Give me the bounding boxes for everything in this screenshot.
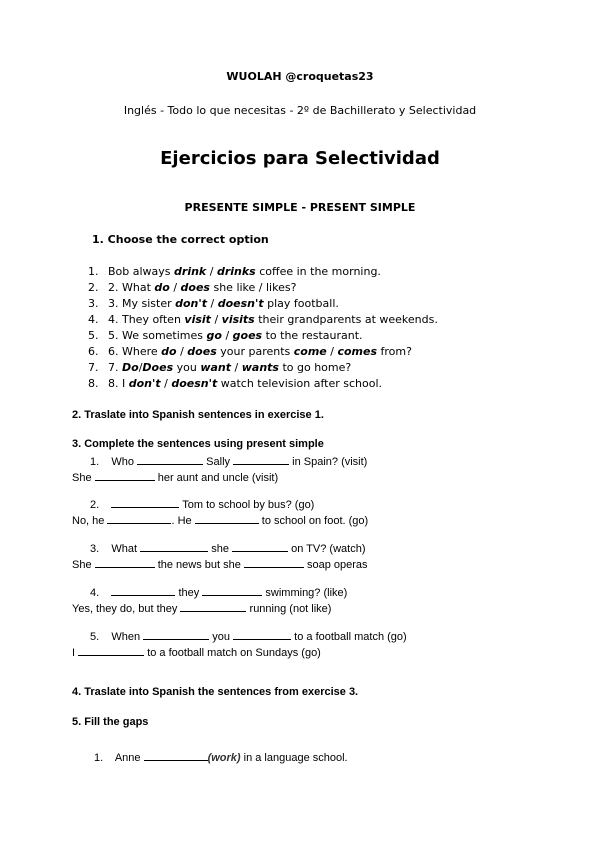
sentence-text: to the restaurant.	[262, 329, 363, 342]
section-subtitle: PRESENTE SIMPLE - PRESENT SIMPLE	[184, 201, 416, 214]
sentence-text: I	[72, 647, 76, 659]
ex3-sentence3a	[90, 541, 366, 555]
ex5-item1	[94, 750, 348, 764]
sentence-text: 5. We sometimes	[108, 329, 207, 342]
item-number: 1.	[94, 752, 104, 764]
sentence-text: /	[206, 265, 217, 278]
ex3-sentence2b	[72, 513, 368, 527]
sentence-text: to go home?	[278, 361, 352, 374]
option-choice[interactable]: visits	[221, 313, 255, 326]
option-choice[interactable]: go	[206, 329, 222, 342]
item-number: 4.	[90, 587, 100, 599]
option-choice[interactable]: wants	[241, 361, 279, 374]
blank-gap[interactable]	[244, 557, 304, 568]
exercise3-heading: 3. Complete the sentences using present simple	[72, 438, 324, 450]
ex3-sentence3b	[72, 557, 368, 571]
sentence-text: you	[212, 631, 231, 643]
sentence-text: /	[207, 297, 218, 310]
blank-gap[interactable]	[78, 645, 144, 656]
ex3-sentence1b	[72, 470, 278, 484]
sentence-text: to a football match on Sundays (go)	[147, 647, 321, 659]
item-number: 4.	[88, 313, 99, 326]
sentence-text: She	[72, 559, 92, 571]
blank-gap[interactable]	[202, 585, 262, 596]
exercise5-heading: 5. Fill the gaps	[72, 716, 149, 728]
sentence-text: She	[72, 472, 92, 484]
sentence-text: What	[111, 543, 138, 555]
sentence-text: 8. I	[108, 377, 129, 390]
item-number: 3.	[88, 297, 99, 310]
exercise1-item	[88, 328, 438, 344]
sentence-text: swimming? (like)	[265, 587, 348, 599]
item-number: 8.	[88, 377, 99, 390]
sentence-text: /	[176, 345, 188, 358]
item-number: 2.	[88, 281, 99, 294]
verb-hint: (work)	[207, 752, 241, 764]
sentence-text: /	[210, 313, 222, 326]
option-choice[interactable]: visit	[184, 313, 211, 326]
sentence-text: /	[169, 281, 181, 294]
sentence-text: you	[173, 361, 201, 374]
ex3-sentence1a	[90, 454, 367, 468]
blank-gap[interactable]	[95, 557, 155, 568]
item-number: 7.	[88, 361, 99, 374]
sentence-text: her aunt and uncle (visit)	[157, 472, 279, 484]
sentence-text: running (not like)	[249, 603, 332, 615]
option-choice[interactable]: drink	[174, 265, 207, 278]
item-number: 1.	[90, 456, 100, 468]
blank-gap[interactable]	[195, 513, 259, 524]
option-choice[interactable]: do	[161, 345, 177, 358]
option-choice[interactable]: doesn't	[171, 377, 218, 390]
option-choice[interactable]: comes	[337, 345, 378, 358]
sentence-text: 6. Where	[108, 345, 162, 358]
exercise1-item	[88, 344, 438, 360]
sentence-text: Sally	[206, 456, 231, 468]
sentence-text: 2. What	[108, 281, 155, 294]
blank-gap[interactable]	[180, 601, 246, 612]
sentence-text: she	[211, 543, 229, 555]
author-header: WUOLAH @croquetas23	[226, 70, 374, 83]
sentence-text: to a football match (go)	[294, 631, 407, 643]
course-header: Inglés - Todo lo que necesitas - 2º de Bachillerato y Selectividad	[123, 104, 477, 117]
blank-gap[interactable]	[111, 585, 175, 596]
sentence-text: Yes, they do, but they	[72, 603, 178, 615]
item-number: 3.	[90, 543, 100, 555]
exercise4-heading: 4. Traslate into Spanish the sentences from exercise 3.	[72, 686, 359, 698]
sentence-text: /	[160, 377, 172, 390]
sentence-text: to school on foot. (go)	[261, 515, 369, 527]
option-choice[interactable]: does	[187, 345, 217, 358]
blank-gap[interactable]	[95, 470, 155, 481]
item-number: 5.	[88, 329, 99, 342]
exercise1-heading: 1. Choose the correct option	[92, 233, 269, 246]
sentence-text: /	[221, 329, 233, 342]
option-choice[interactable]: Does	[142, 361, 174, 374]
sentence-text: 4. They often	[108, 313, 185, 326]
blank-gap[interactable]	[143, 629, 209, 640]
sentence-text: /	[326, 345, 338, 358]
item-number: 6.	[88, 345, 99, 358]
blank-gap[interactable]	[233, 629, 291, 640]
sentence-text: from?	[377, 345, 412, 358]
option-choice[interactable]: doesn't	[217, 297, 264, 310]
exercise1-item	[88, 280, 438, 296]
sentence-text: Who	[111, 456, 135, 468]
sentence-text: on TV? (watch)	[291, 543, 366, 555]
ex3-sentence4a	[90, 585, 347, 599]
exercise1-item	[88, 360, 438, 376]
exercise2-heading: 2. Traslate into Spanish sentences in exercise 1.	[72, 409, 324, 421]
sentence-text: their grandparents at weekends.	[254, 313, 438, 326]
item-number: 5.	[90, 631, 100, 643]
option-choice[interactable]: want	[200, 361, 232, 374]
sentence-text: Anne	[114, 752, 141, 764]
blank-gap[interactable]	[137, 454, 203, 465]
ex3-sentence2a	[90, 497, 314, 511]
exercise1-item	[88, 264, 438, 280]
blank-gap[interactable]	[233, 454, 289, 465]
page-title: Ejercicios para Selectividad	[160, 148, 440, 169]
exercise1-item	[88, 312, 438, 328]
option-choice[interactable]: drinks	[216, 265, 256, 278]
sentence-text: in a language school.	[243, 752, 348, 764]
blank-gap[interactable]	[107, 513, 171, 524]
sentence-text: Bob always	[108, 265, 175, 278]
ex3-sentence4b	[72, 601, 331, 615]
sentence-text: When	[111, 631, 141, 643]
sentence-text: No, he	[72, 515, 105, 527]
exercise1-item	[88, 296, 438, 312]
ex3-sentence5a	[90, 629, 407, 643]
sentence-text: they	[178, 587, 200, 599]
sentence-text: the news but she	[157, 559, 241, 571]
exercise1-item	[88, 376, 438, 392]
sentence-text: coffee in the morning.	[255, 265, 381, 278]
blank-gap[interactable]	[232, 541, 288, 552]
ex3-sentence5b	[72, 645, 321, 659]
sentence-text: 3. My sister	[108, 297, 176, 310]
item-number: 1.	[88, 265, 99, 278]
sentence-text: /	[231, 361, 242, 374]
item-number: 2.	[90, 499, 100, 511]
exercise1-list	[88, 264, 438, 392]
option-choice[interactable]: Do	[122, 361, 139, 374]
sentence-text: watch television after school.	[217, 377, 383, 390]
sentence-text: in Spain? (visit)	[292, 456, 368, 468]
option-choice[interactable]: goes	[232, 329, 263, 342]
option-choice[interactable]: don't	[128, 377, 161, 390]
option-choice[interactable]: come	[293, 345, 327, 358]
option-choice[interactable]: does	[180, 281, 210, 294]
option-choice[interactable]: don't	[175, 297, 207, 310]
sentence-text: play football.	[263, 297, 339, 310]
sentence-text: . He	[171, 515, 192, 527]
sentence-text: 7.	[108, 361, 122, 374]
sentence-text: soap operas	[307, 559, 368, 571]
blank-gap[interactable]	[144, 750, 208, 761]
blank-gap[interactable]	[111, 497, 179, 508]
blank-gap[interactable]	[140, 541, 208, 552]
sentence-text: your parents	[216, 345, 294, 358]
option-choice[interactable]: do	[154, 281, 170, 294]
sentence-text: Tom to school by bus? (go)	[182, 499, 315, 511]
sentence-text: /	[138, 361, 143, 374]
sentence-text: she like / likes?	[209, 281, 297, 294]
